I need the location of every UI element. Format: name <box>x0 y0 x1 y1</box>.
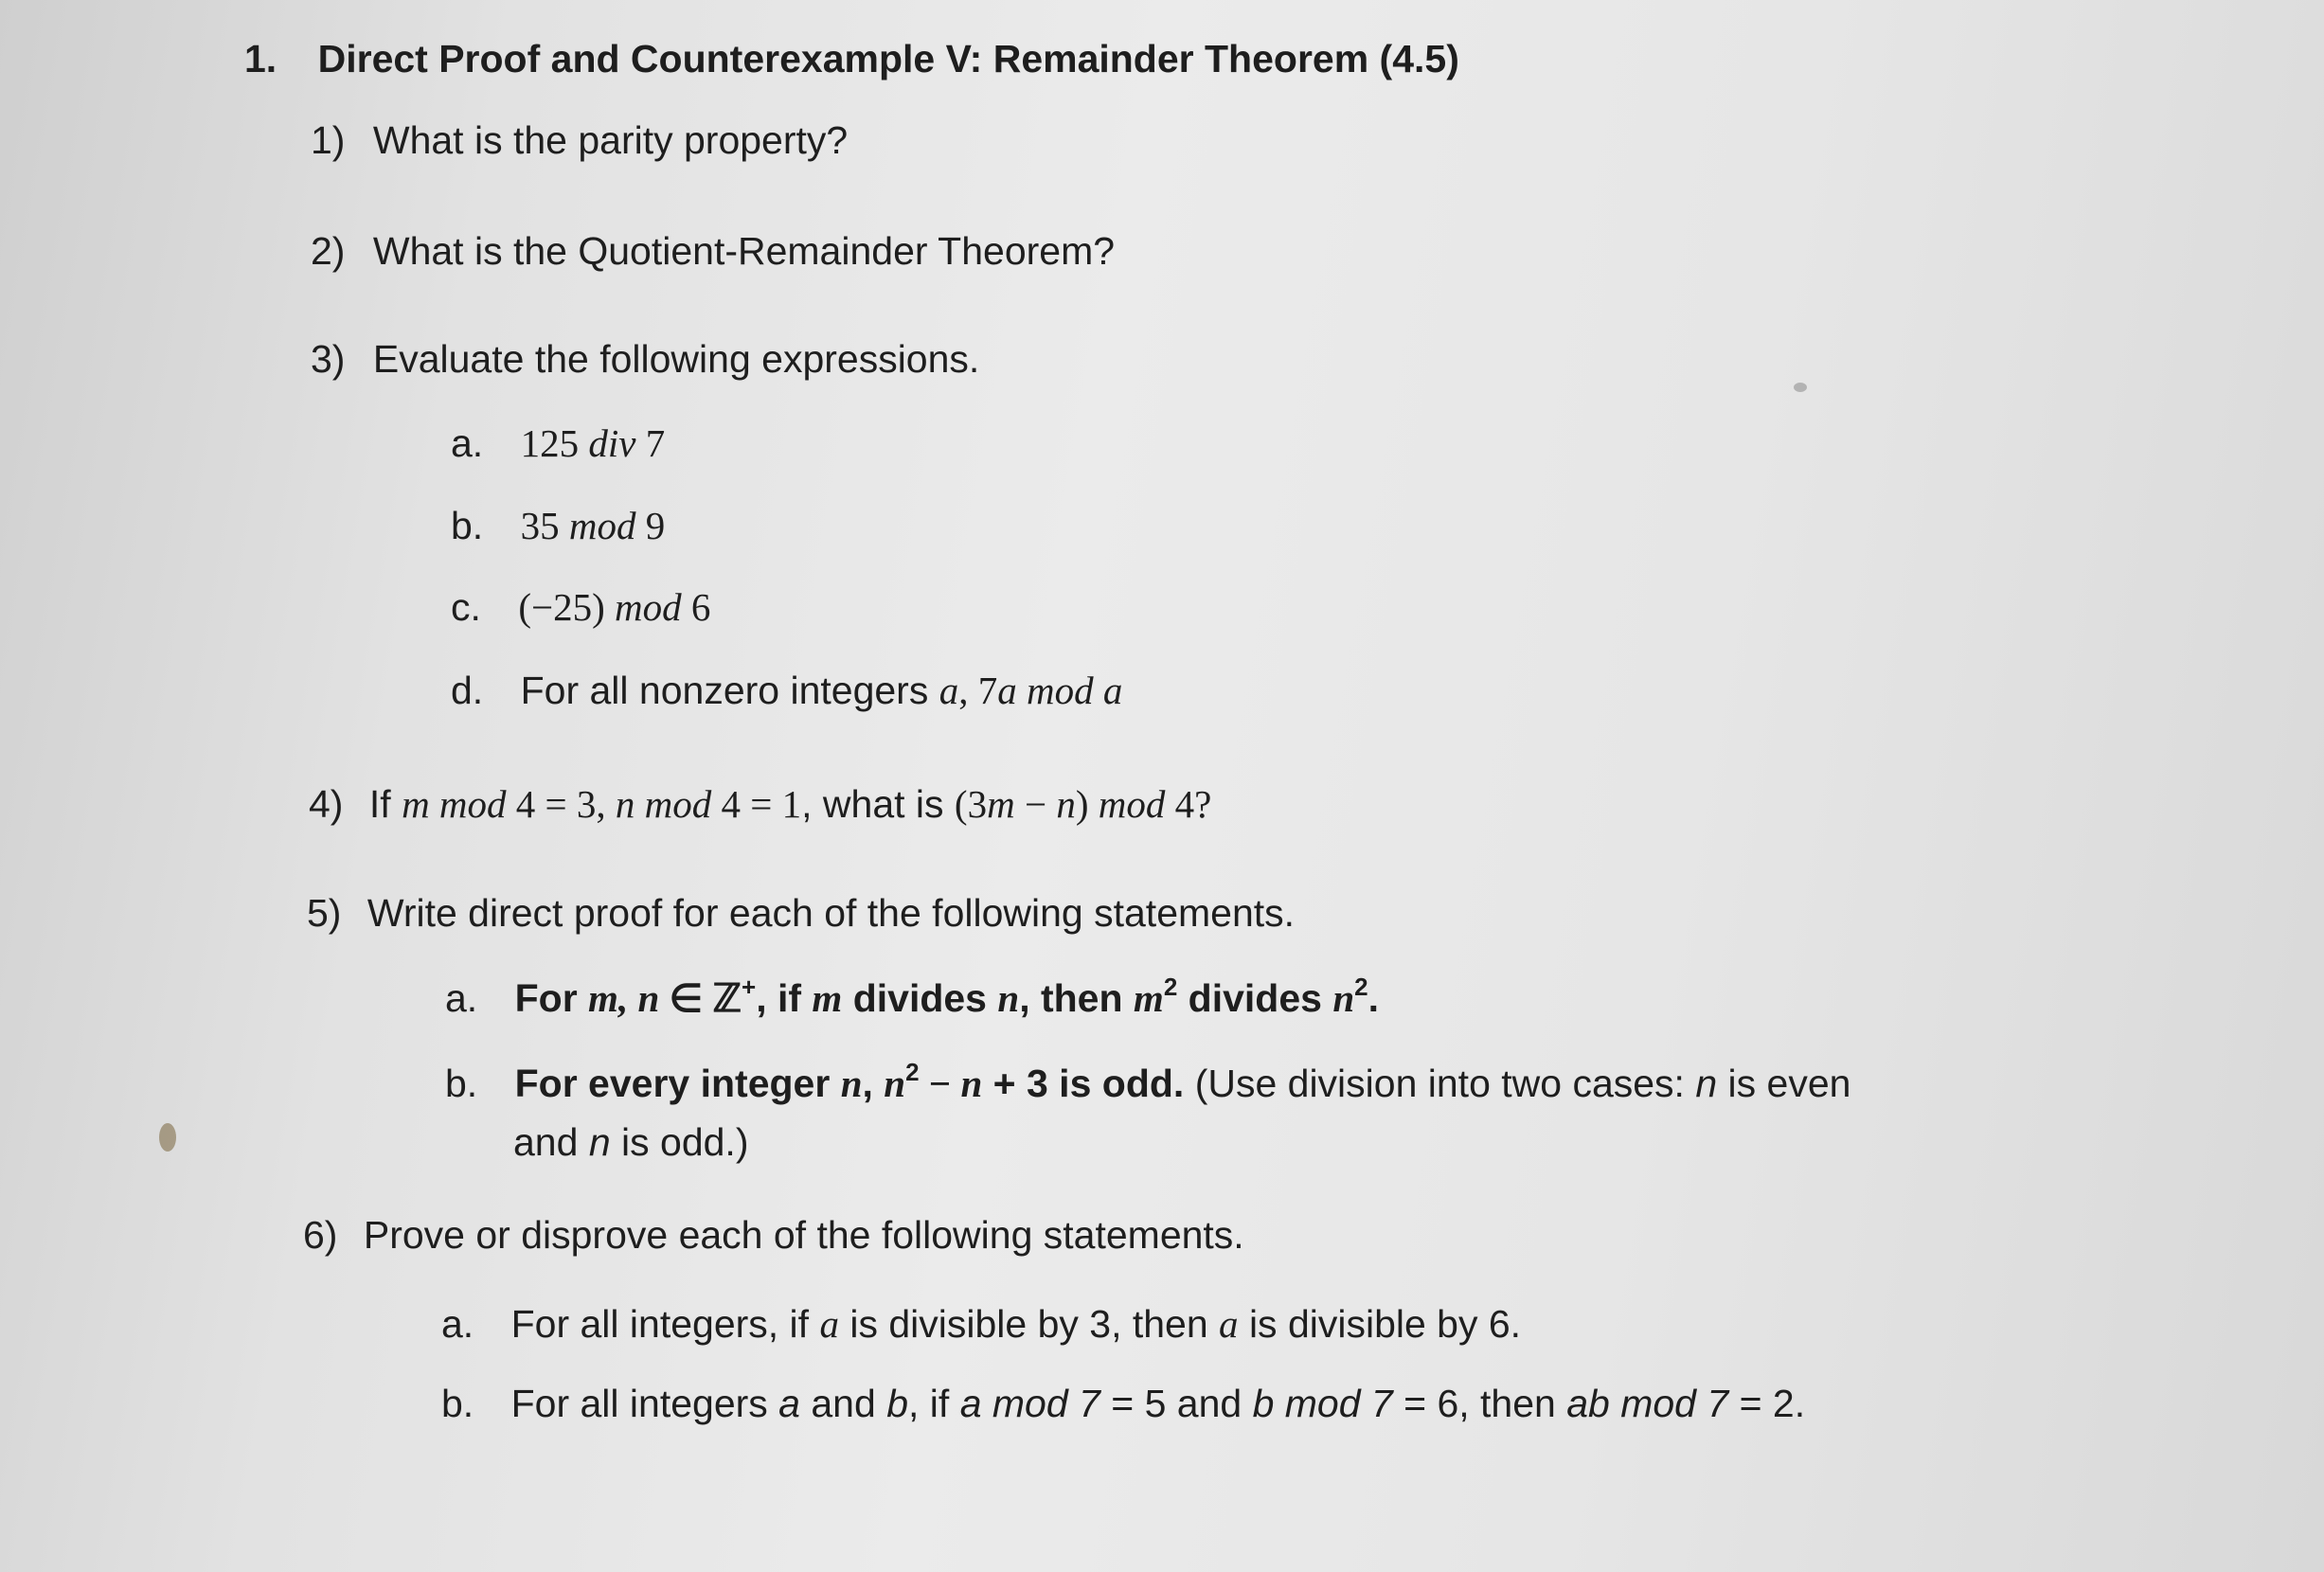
math-text: ) <box>1075 782 1099 826</box>
statement-text: For all integers, if <box>510 1302 820 1346</box>
list-item-3b <box>451 503 665 548</box>
statement-text: divides <box>1177 976 1333 1020</box>
statement-text: , then <box>1019 976 1134 1020</box>
math-expression: a mod a <box>997 669 1123 712</box>
question-number: 2) <box>311 229 346 273</box>
smudge-mark <box>159 1123 176 1152</box>
superscript: + <box>742 973 757 1002</box>
math-variable: n <box>1695 1062 1718 1105</box>
math-variable: m <box>812 976 843 1020</box>
statement <box>514 1058 1851 1105</box>
math-text: , 7 <box>958 669 998 712</box>
question-1 <box>311 117 848 163</box>
question-5 <box>307 890 1295 936</box>
problem-heading <box>244 36 1459 81</box>
statement-text: is divisible by 6. <box>1238 1302 1522 1346</box>
math-variable: m, n <box>588 976 660 1020</box>
superscript: 2 <box>905 1058 920 1087</box>
expression-operator: mod <box>615 585 682 629</box>
statement-text: , <box>862 1062 885 1105</box>
statement-text: , if <box>756 976 813 1020</box>
statement-text: For all integers <box>510 1382 779 1425</box>
question-text: What is the parity property? <box>372 118 849 162</box>
math-variable: a <box>939 669 959 712</box>
statement-text: = 6, then <box>1392 1382 1567 1425</box>
smudge-mark <box>1794 383 1807 392</box>
math-variable: a <box>1219 1302 1239 1346</box>
statement-text: is divisible by 3, then <box>838 1302 1220 1346</box>
problem-title: Direct Proof and Counterexample V: Remainder Theorem (4.5) <box>317 37 1459 80</box>
math-expression: ab mod 7 <box>1566 1382 1729 1425</box>
question-text: Write direct proof for each of the following statements. <box>366 891 1296 935</box>
expression-number: 9 <box>635 504 666 547</box>
expression-number: 6 <box>681 585 711 629</box>
statement-text: is odd.) <box>610 1120 749 1164</box>
math-expression: a mod 7 <box>959 1382 1100 1425</box>
question-number: 4) <box>309 782 344 826</box>
item-letter: a. <box>445 976 478 1020</box>
expression-operator: div <box>588 421 636 465</box>
math-text: 4? <box>1165 782 1212 826</box>
statement-text: and <box>799 1382 887 1425</box>
statement-text: , if <box>908 1382 960 1425</box>
statement-text: + 3 is odd. <box>982 1062 1185 1105</box>
expression-number: 35 <box>520 504 569 547</box>
list-item-3c <box>451 584 710 630</box>
math-text: − <box>919 1062 961 1105</box>
item-letter: a. <box>441 1302 474 1346</box>
statement-text: . <box>1368 976 1380 1020</box>
question-text: What is the Quotient-Remainder Theorem? <box>372 229 1116 273</box>
math-variable: m <box>987 782 1015 826</box>
item-letter: b. <box>441 1382 474 1425</box>
statement-text: = 5 and <box>1099 1382 1253 1425</box>
statement-text: For every integer <box>514 1062 841 1105</box>
question-3 <box>311 336 979 382</box>
statement-text: and <box>513 1120 589 1164</box>
expression-number: (−25) <box>518 585 615 629</box>
math-variable: n <box>960 1062 983 1105</box>
question-text: Evaluate the following expressions. <box>372 337 980 381</box>
question-number: 3) <box>311 337 346 381</box>
math-variable: n <box>1056 782 1076 826</box>
question-text: , what is <box>801 782 955 826</box>
item-letter: b. <box>445 1062 478 1105</box>
item-text: For all nonzero integers <box>520 669 939 712</box>
math-variable: n <box>588 1120 611 1164</box>
item-letter: b. <box>451 504 484 547</box>
item-letter: d. <box>451 669 484 712</box>
statement <box>511 1302 1521 1346</box>
math-variable: b <box>886 1382 908 1425</box>
item-letter: c. <box>451 585 481 629</box>
question-number: 1) <box>311 118 346 162</box>
math-text: − <box>1014 782 1057 826</box>
list-item-5a <box>445 975 1379 1021</box>
math-variable: n <box>997 976 1020 1020</box>
list-item-3a <box>451 420 665 466</box>
question-6 <box>303 1212 1244 1258</box>
expression-operator: mod <box>568 504 636 547</box>
statement <box>514 973 1380 1020</box>
statement-text: = 2. <box>1728 1382 1806 1425</box>
expression-number: 125 <box>520 421 589 465</box>
question-number: 6) <box>303 1213 338 1257</box>
expression-number: 7 <box>635 421 666 465</box>
statement-text: is even <box>1717 1062 1851 1105</box>
math-operator: mod <box>1098 782 1166 826</box>
statement-text: divides <box>842 976 998 1020</box>
math-variable: n <box>884 1062 906 1105</box>
list-item-5b <box>445 1058 1851 1106</box>
list-item-6a <box>441 1301 1521 1347</box>
math-variable: m <box>1133 976 1164 1020</box>
question-text: Prove or disprove each of the following statements. <box>363 1213 1244 1257</box>
list-item-5b-continued <box>513 1119 748 1165</box>
statement-text: (Use division into two cases: <box>1184 1062 1696 1105</box>
question-4 <box>309 781 1211 827</box>
math-text: ∈ ℤ <box>659 976 742 1020</box>
question-2 <box>311 228 1115 274</box>
superscript: 2 <box>1163 973 1178 1002</box>
math-variable: n <box>840 1062 863 1105</box>
item-letter: a. <box>451 421 484 465</box>
math-expression: n mod <box>615 782 712 826</box>
question-text: If <box>368 782 402 826</box>
math-expression: m mod <box>402 782 507 826</box>
math-text: 4 = 3, <box>506 782 616 826</box>
statement <box>511 1382 1805 1425</box>
statement-text: For <box>514 976 589 1020</box>
math-variable: n <box>1332 976 1355 1020</box>
math-text: 4 = 1 <box>711 782 802 826</box>
math-variable: a <box>778 1382 800 1425</box>
math-text: (3 <box>954 782 988 826</box>
superscript: 2 <box>1354 973 1368 1002</box>
question-number: 5) <box>307 891 342 935</box>
problem-number: 1. <box>244 37 277 80</box>
list-item-3d <box>451 668 1122 713</box>
list-item-6b <box>441 1381 1805 1426</box>
math-variable: a <box>819 1302 839 1346</box>
math-expression: b mod 7 <box>1252 1382 1393 1425</box>
